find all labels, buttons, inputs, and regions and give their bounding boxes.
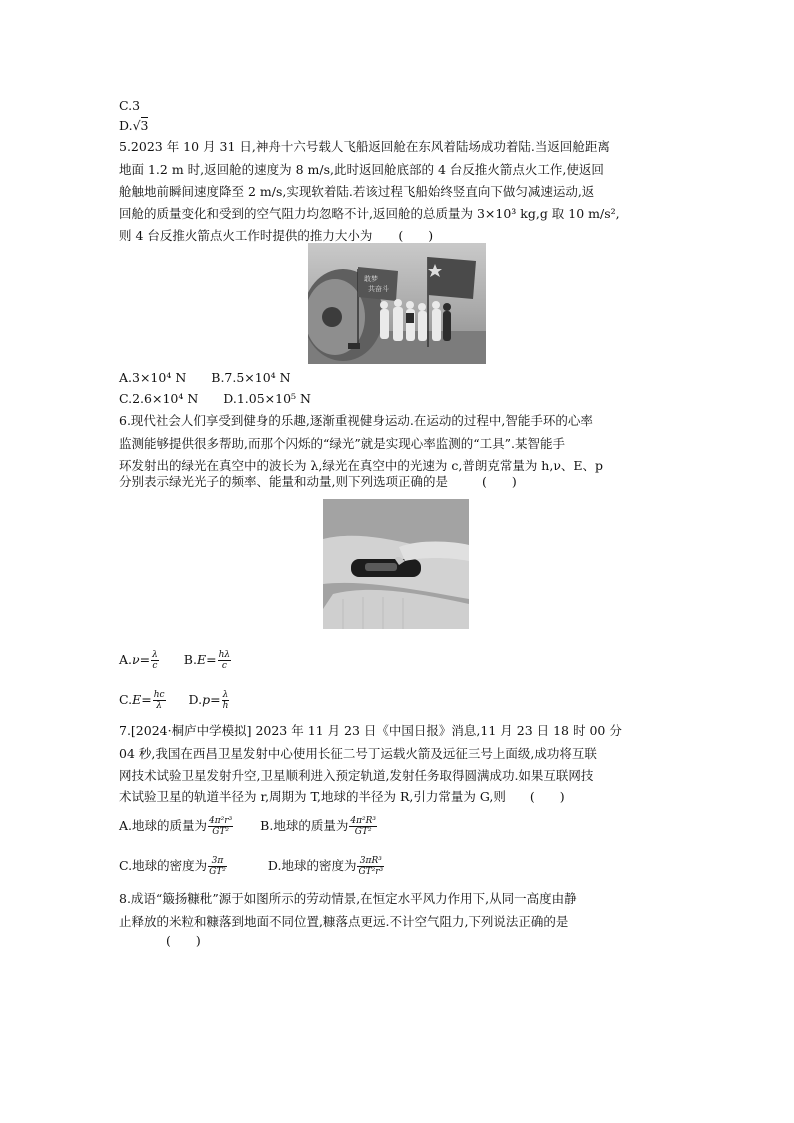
q6-option-d-label: D. bbox=[188, 692, 203, 707]
q5-line-5-text: 则 4 台反推火箭点火工作时提供的推力大小为 bbox=[119, 228, 373, 243]
q6-options-cd bbox=[119, 686, 230, 714]
smart-band-illustration bbox=[323, 499, 469, 629]
q5-answer-bracket: ( ) bbox=[398, 228, 434, 243]
q7-line-4-text: 术试验卫星的轨道半径为 r,周期为 T,地球的半径为 R,引力常量为 G,则 bbox=[119, 789, 506, 804]
q7-option-b-fraction bbox=[349, 816, 377, 837]
q7-option-a-fraction bbox=[208, 816, 233, 837]
q6-option-d-lhs: p= bbox=[202, 692, 221, 707]
fraction-numerator: hλ bbox=[218, 650, 231, 660]
q4-option-d-label: D. bbox=[119, 118, 133, 133]
q6-answer-bracket: ( ) bbox=[481, 474, 517, 489]
q7-answer-bracket: ( ) bbox=[529, 789, 565, 804]
q6-option-b-fraction bbox=[218, 650, 232, 671]
fraction-denominator: h bbox=[222, 701, 229, 711]
q5-line-5 bbox=[119, 228, 433, 244]
fraction-numerator: 3πR³ bbox=[357, 856, 384, 867]
fraction-numerator: λ bbox=[152, 650, 158, 660]
q6-option-c-label: C. bbox=[119, 692, 133, 707]
fraction-denominator: λ bbox=[156, 701, 162, 711]
q6-option-c-fraction bbox=[153, 690, 166, 711]
q5-options-ab: A.3×10⁴ N B.7.5×10⁴ N bbox=[119, 370, 291, 385]
fraction-numerator: hc bbox=[153, 690, 165, 700]
q6-line-4-text: 分别表示绿光光子的频率、能量和动量,则下列选项正确的是 bbox=[119, 474, 448, 489]
q8-line-1: 8.成语“簸扬糠秕”源于如图所示的劳动情景,在恒定水平风力作用下,从同一高度由静 bbox=[119, 891, 577, 906]
q7-option-d-fraction bbox=[357, 856, 384, 877]
q5-options-cd: C.2.6×10⁴ N D.1.05×10⁵ N bbox=[119, 391, 311, 406]
smart-band-photo bbox=[323, 499, 469, 629]
q7-options-cd bbox=[119, 852, 385, 880]
fraction-denominator: GT² bbox=[354, 827, 372, 837]
q6-option-a-lhs: ν= bbox=[132, 652, 151, 667]
q8-answer-bracket: ( ) bbox=[166, 933, 201, 948]
q7-option-c-text: C.地球的密度为 bbox=[119, 858, 208, 873]
q7-line-1: 7.[2024·桐庐中学模拟] 2023 年 11 月 23 日《中国日报》消息,11 月 23 日 18 时 00 分 bbox=[119, 723, 622, 738]
fraction-denominator: GT² bbox=[209, 867, 226, 877]
q6-option-a-label: A. bbox=[119, 652, 133, 667]
q4-option-d bbox=[119, 118, 148, 134]
q5-line-1: 5.2023 年 10 月 31 日,神舟十六号载人飞船返回舱在东风着陆场成功着陆.当返回舱距离 bbox=[119, 139, 610, 154]
q5-line-2: 地面 1.2 m 时,返回舱的速度为 8 m/s,此时返回舱底部的 4 台反推火箭点火工作,使返回 bbox=[119, 162, 604, 177]
q8-line-2: 止释放的米粒和糠落到地面不同位置,糠落点更远.不计空气阻力,下列说法正确的是 bbox=[119, 914, 569, 929]
capsule-landing-photo bbox=[308, 243, 486, 364]
fraction-denominator: c bbox=[221, 661, 227, 671]
q7-line-4 bbox=[119, 789, 565, 805]
q7-option-a-text: A.地球的质量为 bbox=[119, 818, 208, 833]
fraction-numerator: 4π²R³ bbox=[350, 816, 376, 826]
fraction-numerator: λ bbox=[222, 690, 229, 700]
q6-line-3: 环发射出的绿光在真空中的波长为 λ,绿光在真空中的光速为 c,普朗克常量为 h,ν、E、p bbox=[119, 458, 604, 473]
q5-line-3: 舱触地前瞬间速度降至 2 m/s,实现软着陆.若该过程飞船始终竖直向下做匀减速运动,返 bbox=[119, 184, 595, 199]
fraction-numerator: 4π²r³ bbox=[209, 816, 233, 826]
q6-options-ab bbox=[119, 646, 232, 674]
q6-option-b-label: B. bbox=[183, 652, 197, 667]
fraction-denominator: c bbox=[152, 661, 158, 671]
fraction-denominator: GT² bbox=[212, 827, 229, 837]
q7-line-3: 网技术试验卫星发射升空,卫星顺利进入预定轨道,发射任务取得圆满成功.如果互联网技 bbox=[119, 768, 594, 783]
q6-line-2: 监测能够提供很多帮助,而那个闪烁的“绿光”就是实现心率监测的“工具”.某智能手 bbox=[119, 436, 566, 451]
sqrt-sign: √ bbox=[132, 118, 141, 133]
capsule-landing-illustration bbox=[308, 243, 486, 364]
sqrt-radicand: 3 bbox=[140, 118, 149, 133]
q6-option-a-fraction bbox=[151, 650, 159, 671]
fraction-numerator: 3π bbox=[208, 856, 227, 867]
q7-option-b-text: B.地球的质量为 bbox=[260, 818, 349, 833]
q7-option-c-fraction bbox=[208, 856, 227, 877]
q4-option-c: C.3 bbox=[119, 98, 141, 113]
q6-line-4 bbox=[119, 474, 517, 490]
q7-option-d-text: D.地球的密度为 bbox=[267, 858, 357, 873]
flag-banner-text-2: 共奋斗 bbox=[368, 285, 389, 293]
flag-banner-text-1: 敢梦 bbox=[364, 275, 378, 283]
fraction-denominator: GT²r³ bbox=[358, 867, 384, 877]
q6-line-1: 6.现代社会人们享受到健身的乐趣,逐渐重视健身运动.在运动的过程中,智能手环的心率 bbox=[119, 413, 593, 428]
q7-options-ab bbox=[119, 812, 378, 840]
q6-option-d-fraction bbox=[222, 690, 230, 711]
q6-option-c-lhs: E= bbox=[132, 692, 152, 707]
q6-option-b-lhs: E= bbox=[196, 652, 217, 667]
q5-line-4: 回舱的质量变化和受到的空气阻力均忽略不计,返回舱的总质量为 3×10³ kg,g 取 10 m/s², bbox=[119, 206, 620, 221]
q7-line-2: 04 秒,我国在西昌卫星发射中心使用长征二号丁运载火箭及远征三号上面级,成功将互联 bbox=[119, 746, 597, 761]
